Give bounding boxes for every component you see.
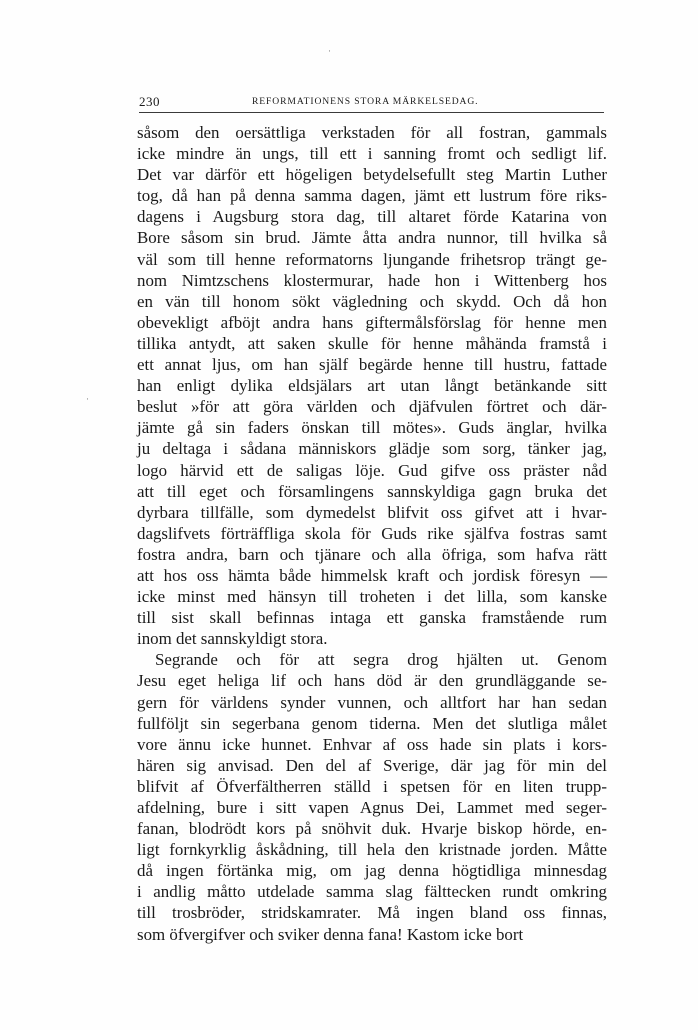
text-line: han enligt dylika eldsjälars art utan långt betänkande sitt bbox=[137, 376, 607, 396]
header-rule bbox=[139, 112, 604, 113]
text-line: dyrbara tillfälle, som dymedelst blifvit oss gifvet att i hvar- bbox=[137, 502, 607, 522]
paragraph bbox=[137, 122, 607, 649]
text-line: i andlig måtto utdelade samma slag fälttecken rundt omkring bbox=[137, 882, 607, 902]
text-line: till trosbröder, stridskamrater. Må ingen bland oss finnas, bbox=[137, 903, 607, 923]
text-line: då ingen förtänka mig, om jag denna högtidliga minnesdag bbox=[137, 861, 607, 881]
text-line: att till eget och församlingens sannskyldiga gagn bruka det bbox=[137, 481, 607, 501]
text-line: tog, då han på denna samma dagen, jämt ett lustrum före riks- bbox=[137, 186, 607, 206]
text-line: afdelning, bure i sitt vapen Agnus Dei, Lammet med seger- bbox=[137, 798, 607, 817]
print-speck: · bbox=[86, 394, 89, 404]
text-line: såsom den oersättliga verkstaden för all fostran, gammals bbox=[137, 123, 607, 142]
text-line: tillika antydt, att saken skulle för henne måhända framstå i bbox=[137, 333, 607, 353]
text-line: hären sig anvisad. Den del af Sverige, där jag för min del bbox=[137, 755, 607, 775]
page-header bbox=[139, 94, 604, 110]
text-line: vore ännu icke hunnet. Enhvar af oss hade sin plats i kors- bbox=[137, 734, 607, 754]
text-line: icke mindre än ungs, till ett i sanning fromt och sedligt lif. bbox=[137, 144, 607, 164]
text-line: till sist skall befinnas intaga ett ganska framstående rum bbox=[137, 608, 607, 628]
text-line: inom det sannskyldigt stora. bbox=[137, 629, 328, 649]
text-line: Jesu eget heliga lif och hans död är den grundläggande se- bbox=[137, 671, 607, 691]
body-text bbox=[137, 122, 607, 945]
text-line: logo härvid ett de saligas löje. Gud gifve oss präster nåd bbox=[137, 460, 607, 480]
text-line: en vän till honom sökt vägledning och skydd. Och då hon bbox=[137, 291, 607, 311]
text-line: att hos oss hämta både himmelsk kraft och jordisk föresyn — bbox=[137, 565, 607, 585]
paragraph bbox=[137, 649, 607, 944]
text-line: blifvit af Öfverfältherren ställd i spetsen för en liten trupp- bbox=[137, 776, 607, 796]
text-line: icke minst med hänsyn till troheten i det lilla, som kanske bbox=[137, 587, 607, 607]
text-line: dagslifvets förträffliga skola för Guds rike själfva fostras samt bbox=[137, 523, 607, 543]
text-line: fanan, blodrödt kors på snöhvit duk. Hvarje biskop hörde, en- bbox=[137, 819, 607, 839]
text-line: väl som till henne reformatorns ljungande frihetsrop trängt ge- bbox=[137, 249, 607, 269]
text-line: nom Nimtzschens klostermurar, hade hon i Wittenberg hos bbox=[137, 270, 607, 290]
text-line: som öfvergifver och sviker denna fana! Kastom icke bort bbox=[137, 924, 524, 944]
text-line: fullföljt sin segerbana genom tiderna. Men det slutliga målet bbox=[137, 713, 607, 733]
text-line: fostra andra, barn och tjänare och alla öfriga, som hafva rätt bbox=[137, 544, 607, 564]
text-line: ett annat ljus, om han själf begärde henne till hustru, fattade bbox=[137, 355, 607, 375]
running-head: REFORMATIONENS STORA MÄRKELSEDAG. bbox=[252, 96, 479, 107]
text-line: Det var därför ett högeligen betydelsefullt steg Martin Luther bbox=[137, 165, 607, 185]
text-line: Segrande och för att segra drog hjälten ut. Genom bbox=[155, 650, 607, 670]
text-line: ju deltaga i sådana människors glädje som sorg, tänker jag, bbox=[137, 439, 607, 459]
text-line: ligt fornkyrklig åskådning, till hela den kristnade jorden. Måtte bbox=[137, 840, 607, 860]
text-line: beslut »för att göra världen och djäfvulen förtret och där- bbox=[137, 397, 607, 417]
text-line: dagens i Augsburg stora dag, till altaret förde Katarina von bbox=[137, 207, 607, 227]
text-line: jämte gå sin faders önskan till mötes». Guds änglar, hvilka bbox=[137, 418, 607, 438]
text-line: Bore såsom sin brud. Jämte åtta andra nunnor, till hvilka så bbox=[137, 228, 607, 248]
text-line: gern för världens synder vunnen, och alltfort har han sedan bbox=[137, 692, 607, 712]
print-speck: · bbox=[328, 46, 331, 56]
text-line: obevekligt afböjt andra hans giftermålsförslag för henne men bbox=[137, 312, 607, 332]
page-number: 230 bbox=[139, 94, 160, 109]
